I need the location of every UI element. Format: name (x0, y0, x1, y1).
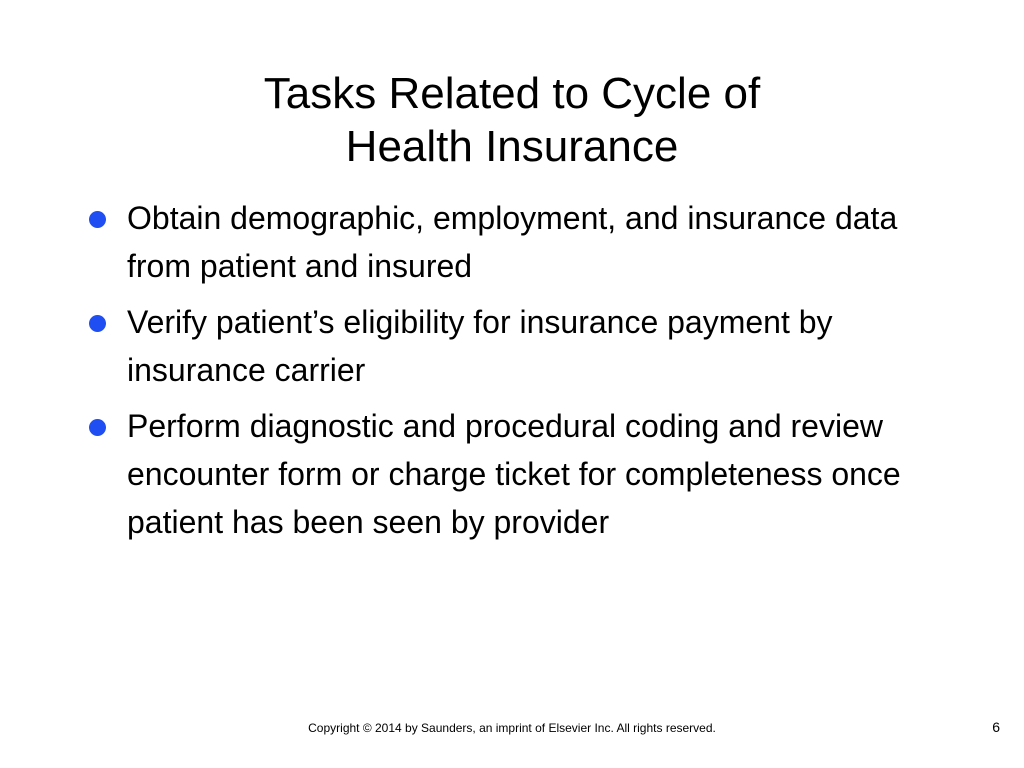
title-line-1: Tasks Related to Cycle of (263, 69, 761, 119)
bullet-dot-icon (89, 315, 106, 332)
bullet-text: Verify patient’s eligibility for insurance payment by insurance carrier (127, 304, 833, 388)
slide-title (0, 67, 1024, 173)
bullet-text: Perform diagnostic and procedural coding and review encounter form or charge ticket for completeness once patient has been seen by provider (127, 408, 901, 540)
bullet-item (83, 402, 953, 546)
bullet-list (83, 194, 953, 554)
bullet-dot-icon (89, 211, 106, 228)
page-number: 6 (992, 719, 1000, 735)
bullet-dot-icon (89, 419, 106, 436)
bullet-item (83, 298, 953, 394)
copyright-footer: Copyright © 2014 by Saunders, an imprint of Elsevier Inc. All rights reserved. (308, 721, 716, 735)
title-line-2: Health Insurance (345, 122, 679, 172)
bullet-text: Obtain demographic, employment, and insurance data from patient and insured (127, 200, 898, 284)
bullet-item (83, 194, 953, 290)
